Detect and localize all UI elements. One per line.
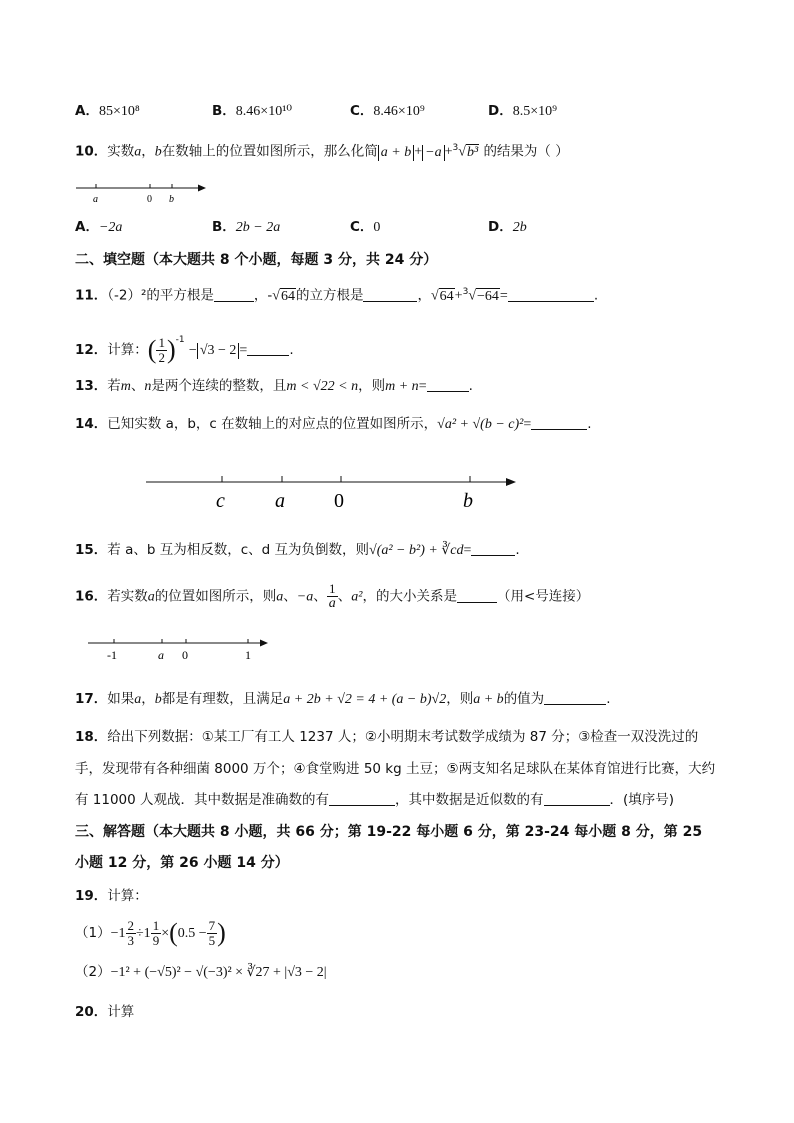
q10-axis-label-b: b: [169, 194, 174, 205]
q10-number-line: [72, 178, 212, 206]
q9-option-d: D．8.5×10⁹: [488, 103, 557, 119]
q10-axis-label-0: 0: [147, 194, 152, 205]
q16-axis-label-1: 1: [245, 648, 251, 662]
q14-axis-label-0: 0: [334, 490, 344, 512]
q16-axis-label-a: a: [158, 648, 164, 662]
q9-option-b: B．8.46×10¹⁰: [212, 103, 293, 119]
q18-line-1: 18．给出下列数据：①某工厂有工人 1237 人；②小明期末考试数学成绩为 87 分；③检查一双没洗过的: [75, 729, 699, 745]
q16-axis-label-0: 0: [182, 648, 188, 662]
section-3-heading-line-1: 三、解答题（本大题共 8 小题，共 66 分；第 19-22 每小题 6 分，第 23-24 每小题 8 分，第 25: [75, 824, 703, 840]
q10-option-a: A．−2a: [75, 219, 123, 235]
q20: 20．计算: [75, 1004, 135, 1020]
q19-part-1: （1）−1 $\frac{2}{3}$ ÷1 $\frac{1}{9}$ ×(0.5 − $\frac{7}{5}$ ): [75, 917, 226, 948]
q9-option-c: C．8.46×10⁹: [350, 103, 425, 119]
q15: 15．若 a、b 互为相反数，c、d 互为负倒数，则√(a² − b²) + ∛cd= .: [75, 542, 520, 558]
q19-part-2: （2）−1² + (−√5)² − √(−3)² × ∛27 + |√3 − 2|: [75, 964, 327, 980]
q16: 16．若实数a的位置如图所示，则a、−a、 $\frac{1}{a}$ 、a²，的大小关系是 （用<号连接）: [75, 581, 590, 611]
q10-stem: 10．实数a，b在数轴上的位置如图所示，那么化简 a + b + −a +$^3$√b³ 的结果为（ ）: [75, 143, 569, 160]
q14-number-line: [140, 470, 530, 514]
q9-option-a: A．85×10⁸: [75, 103, 140, 119]
q10-option-b: B．2b − 2a: [212, 219, 281, 235]
q14-axis-label-b: b: [463, 490, 473, 512]
section-3-heading-line-2: 小题 12 分，第 26 小题 14 分）: [75, 855, 289, 871]
q12: 12．计算：( $\frac{1}{2}$ )$^{-1}$ − √3 − 2 = .: [75, 334, 294, 365]
q18-line-3: 有 11000 人观战．其中数据是准确数的有 ，其中数据是近似数的有 ．(填序号): [75, 792, 675, 808]
q14-axis-label-a: a: [275, 490, 285, 512]
q13: 13．若m、n是两个连续的整数，且m < √22 < n，则m + n= .: [75, 378, 473, 394]
q10-option-c: C．0: [350, 219, 381, 235]
q19: 19．计算：: [75, 888, 148, 904]
q18-line-2: 手，发现带有各种细菌 8000 万个；④食堂购进 50 kg 土豆；⑤两支知名足球队在某体育馆进行比赛，大约: [75, 761, 716, 777]
q10-option-d: D．2b: [488, 219, 527, 235]
q14: 14．已知实数 a，b，c 在数轴上的对应点的位置如图所示，√a² + √(b − c)²= .: [75, 416, 592, 432]
q11: 11．（-2）²的平方根是 ，-√64的立方根是 ，√64+$^3$√−64= .: [75, 287, 599, 304]
section-2-heading: 二、填空题（本大题共 8 个小题，每题 3 分，共 24 分）: [75, 252, 438, 268]
q16-number-line: [86, 634, 276, 664]
q16-axis-label-neg1: -1: [107, 648, 117, 662]
q14-axis-label-c: c: [216, 490, 225, 512]
q17: 17．如果a，b都是有理数，且满足a + 2b + √2 = 4 + (a − b)√2，则a + b的值为 .: [75, 691, 611, 707]
q10-axis-label-a: a: [93, 194, 98, 205]
